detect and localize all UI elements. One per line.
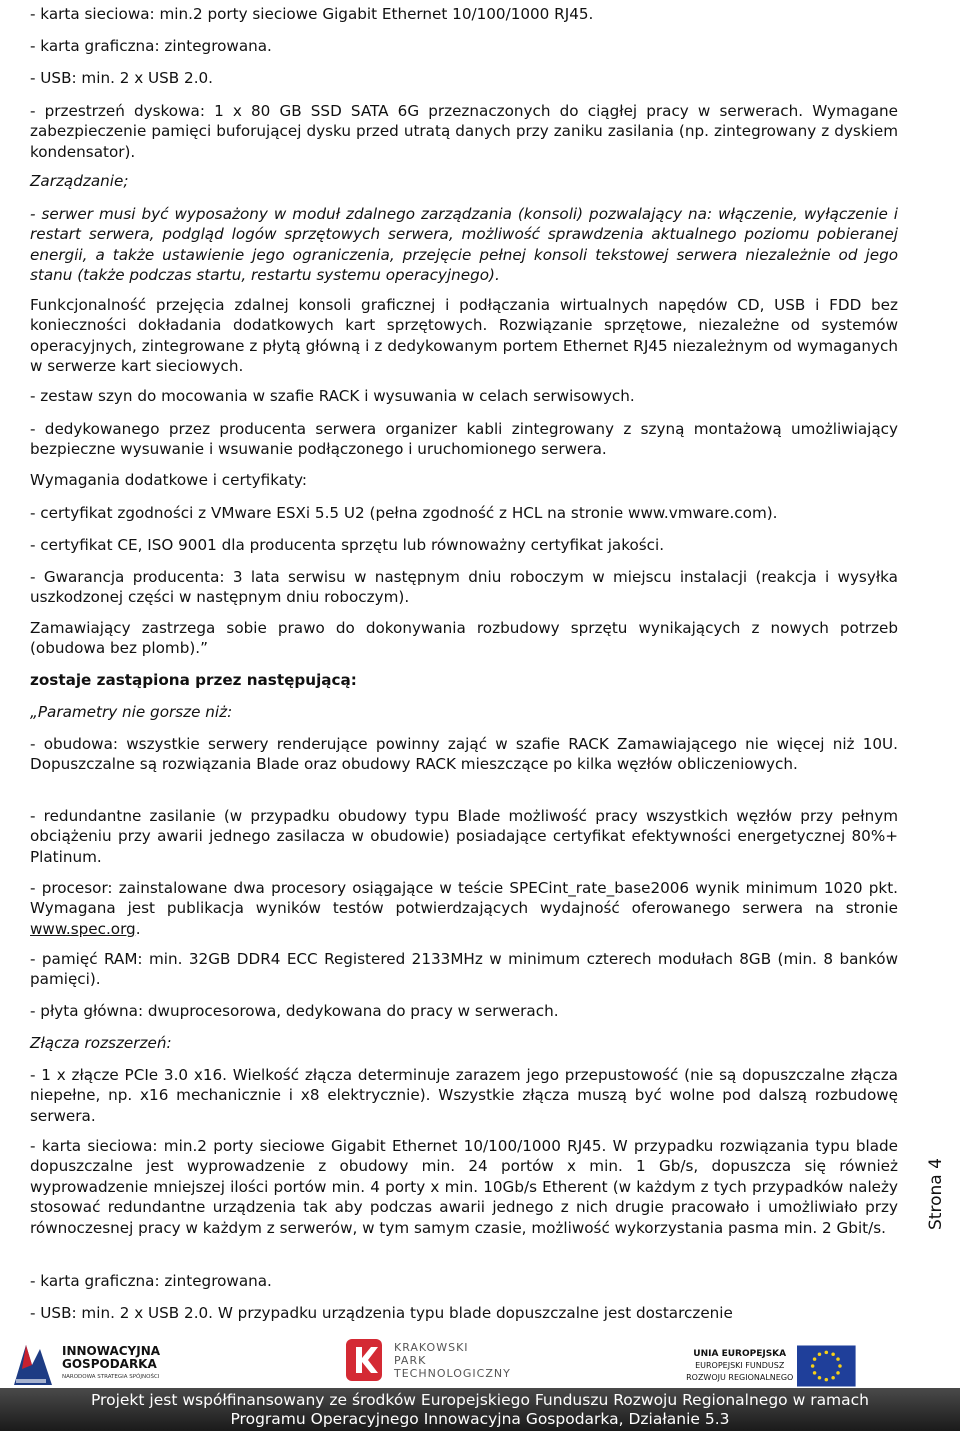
paragraph <box>30 806 898 867</box>
eu-line2: EUROPEJSKI FUNDUSZ <box>695 1361 785 1370</box>
paragraph <box>30 1136 898 1238</box>
paragraph <box>30 1001 898 1021</box>
paragraph-text: - karta sieciowa: min.2 porty sieciowe Gigabit Ethernet 10/100/1000 RJ45. W przypadku rozwiązania typu blade dopuszczalne jest wyprowadzenie z obudowy min. 24 portów x min. 1 Gb/s, dopuszcza się również wyprowadzenie mniejszej ilości portów min. 4 porty x min. 10Gb/s Etherent (w każdym z tych przypadków należy stosować redundantne urządzenia tak aby podczas awarii jednego z nich drugie pracowało i umożliwiało przy równoczesnej pracy w każdym z serwerów, w tym samym czasie, możliwość wykorzystania pasma min. 2 Gbit/s. <box>30 1137 898 1237</box>
paragraph-text: - serwer musi być wyposażony w moduł zdalnego zarządzania (konsoli) pozwalający na: włączenie, wyłączenie i restart serwera, podgląd logów sprzętowych serwera, możliwość sprawdzenia aktualnego poziomu pobieranej energii, a także ustawienie jego ograniczenia, przejęcie pełnej konsoli tekstowej serwera niezależnie od jego stanu (także podczas startu, restartu systemu operacyjnego). <box>30 205 898 285</box>
paragraph <box>30 702 898 722</box>
kpt-line1: KRAKOWSKI <box>394 1340 469 1354</box>
paragraph <box>30 567 898 608</box>
footer <box>0 1330 960 1431</box>
paragraph-text: Wymagania dodatkowe i certyfikaty: <box>30 471 308 489</box>
innowacyjna-gospodarka-logo <box>10 1336 180 1392</box>
paragraph-text: - 1 x złącze PCIe 3.0 x16. Wielkość złącza determinuje zarazem jego przepustowość (nie są dopuszczalne złącza niepełne, np. x16 mechanicznie i x8 elektrycznie). Wszystkie złącza muszą być wolne pod dalszą rozbudowę serwera. <box>30 1066 898 1125</box>
paragraph-text: - przestrzeń dyskowa: 1 x 80 GB SSD SATA 6G przeznaczonych do ciągłej pracy w serwerach. Wymagane zabezpieczenie pamięci buforującej dysku przed utratą danych przy zaniku zasilania (np. zintegrowany z dyskiem kondensator). <box>30 102 898 161</box>
paragraph-text: - procesor: zainstalowane dwa procesory osiągające w teście SPECint_rate_base2006 wynik minimum 1020 pkt. Wymagana jest publikacja wyników testów potwierdzających wydajność oferowanego serwera na stronie <box>30 879 898 918</box>
paragraph-text: - USB: min. 2 x USB 2.0. W przypadku urządzenia typu blade dopuszczalne jest dostarczenie <box>30 1304 733 1322</box>
paragraph <box>30 1065 898 1126</box>
paragraph-text: Zamawiający zastrzega sobie prawo do dokonywania rozbudowy sprzętu wynikających z nowych potrzeb (obudowa bez plomb).” <box>30 619 898 658</box>
paragraph-text: - karta sieciowa: min.2 porty sieciowe Gigabit Ethernet 10/100/1000 RJ45. <box>30 5 594 23</box>
paragraph <box>30 470 898 490</box>
paragraph <box>30 386 898 406</box>
paragraph-text: - zestaw szyn do mocowania w szafie RACK i wysuwania w celach serwisowych. <box>30 387 635 405</box>
paragraph-text: - USB: min. 2 x USB 2.0. <box>30 69 214 87</box>
paragraph-text: - karta graficzna: zintegrowana. <box>30 37 272 55</box>
paragraph-text: - certyfikat CE, ISO 9001 dla producenta sprzętu lub równoważny certyfikat jakości. <box>30 536 665 554</box>
paragraph <box>30 670 898 690</box>
paragraph <box>30 503 898 523</box>
paragraph-text: - płyta główna: dwuprocesorowa, dedykowana do pracy w serwerach. <box>30 1002 559 1020</box>
paragraph <box>30 618 898 659</box>
paragraph <box>30 535 898 555</box>
paragraph <box>30 204 898 286</box>
ig-line3: NARODOWA STRATEGIA SPÓJNOŚCI <box>62 1373 160 1380</box>
paragraph <box>30 1303 898 1323</box>
unia-europejska-logo <box>686 1338 856 1394</box>
ig-line2: GOSPODARKA <box>62 1356 157 1371</box>
eu-flag-icon <box>797 1345 856 1387</box>
krakowski-park-technologiczny-logo <box>344 1335 534 1385</box>
kpt-line3: TECHNOLOGICZNY <box>394 1366 511 1380</box>
paragraph <box>30 1271 898 1291</box>
paragraph-text: - obudowa: wszystkie serwery renderujące powinny zająć w szafie RACK Zamawiającego nie więcej niż 10U. Dopuszczalne są rozwiązania Blade oraz obudowy RACK mieszczące po kilka węzłów obliczeniowych. <box>30 735 898 774</box>
paragraph-text: „Parametry nie gorsze niż: <box>30 703 233 721</box>
footer-line1: Projekt jest współfinansowany ze środków Europejskiego Funduszu Rozwoju Regionalnego w ramach <box>90 1391 870 1409</box>
ig-symbol-icon <box>10 1339 56 1389</box>
eu-line3: ROZWOJU REGIONALNEGO <box>686 1373 794 1382</box>
ig-line1: INNOWACYJNA <box>62 1343 161 1358</box>
paragraph-text: - Gwarancja producenta: 3 lata serwisu w następnym dniu roboczym w miejscu instalacji (reakcja i wysyłka uszkodzonej części w następnym dniu roboczym). <box>30 568 898 607</box>
paragraph <box>30 878 898 939</box>
footer-line2: Programu Operacyjnego Innowacyjna Gospodarka, Działanie 5.3 <box>230 1410 730 1428</box>
paragraph-text: - certyfikat zgodności z VMware ESXi 5.5 U2 (pełna zgodność z HCL na stronie www.vmware.com). <box>30 504 778 522</box>
paragraph-text: Złącza rozszerzeń: <box>30 1034 172 1052</box>
paragraph-text: . <box>135 919 141 938</box>
paragraph-text: - pamięć RAM: min. 32GB DDR4 ECC Registered 2133MHz w minimum czterech modułach 8GB (min. 8 banków pamięci). <box>30 950 898 989</box>
kpt-symbol-icon <box>344 1337 384 1383</box>
paragraph <box>30 1033 898 1053</box>
paragraph <box>30 101 898 162</box>
kpt-line2: PARK <box>394 1353 427 1367</box>
eu-line1: UNIA EUROPEJSKA <box>693 1349 787 1359</box>
paragraph-text: - redundantne zasilanie (w przypadku obudowy typu Blade możliwość pracy wszystkich węzłów przy pełnym obciążeniu przy awarii jednego zasilacza w obudowie) posiadające certyfikat efektywności energetycznej 80%+ Platinum. <box>30 807 898 866</box>
page-number: Strona 4 <box>926 1158 946 1230</box>
paragraph <box>30 419 898 460</box>
paragraph-text: Funkcjonalność przejęcia zdalnej konsoli graficznej i podłączania wirtualnych napędów CD, USB i FDD bez konieczności dokładania dodatkowych kart sprzętowych. Rozwiązanie sprzętowe, niezależne od systemów operacyjnych, zintegrowane z płytą główną i z dedykowanym portem Ethernet RJ45 niezależnym od wymaganych w serwerze kart sieciowych. <box>30 296 898 376</box>
paragraph <box>30 171 898 191</box>
paragraph-text: zostaje zastąpiona przez następującą: <box>30 671 357 689</box>
paragraph <box>30 295 898 377</box>
paragraph <box>30 0 898 94</box>
paragraph-text: - karta graficzna: zintegrowana. <box>30 1272 272 1290</box>
spec-org-link[interactable]: www.spec.org <box>30 919 136 938</box>
paragraph <box>30 949 898 990</box>
paragraph <box>30 734 898 775</box>
paragraph-text: - dedykowanego przez producenta serwera organizer kabli zintegrowany z szyną montażową umożliwiający bezpieczne wysuwanie i wsuwanie podłączonego i uruchomionego serwera. <box>30 420 898 459</box>
paragraph-text: Zarządzanie; <box>30 172 129 190</box>
